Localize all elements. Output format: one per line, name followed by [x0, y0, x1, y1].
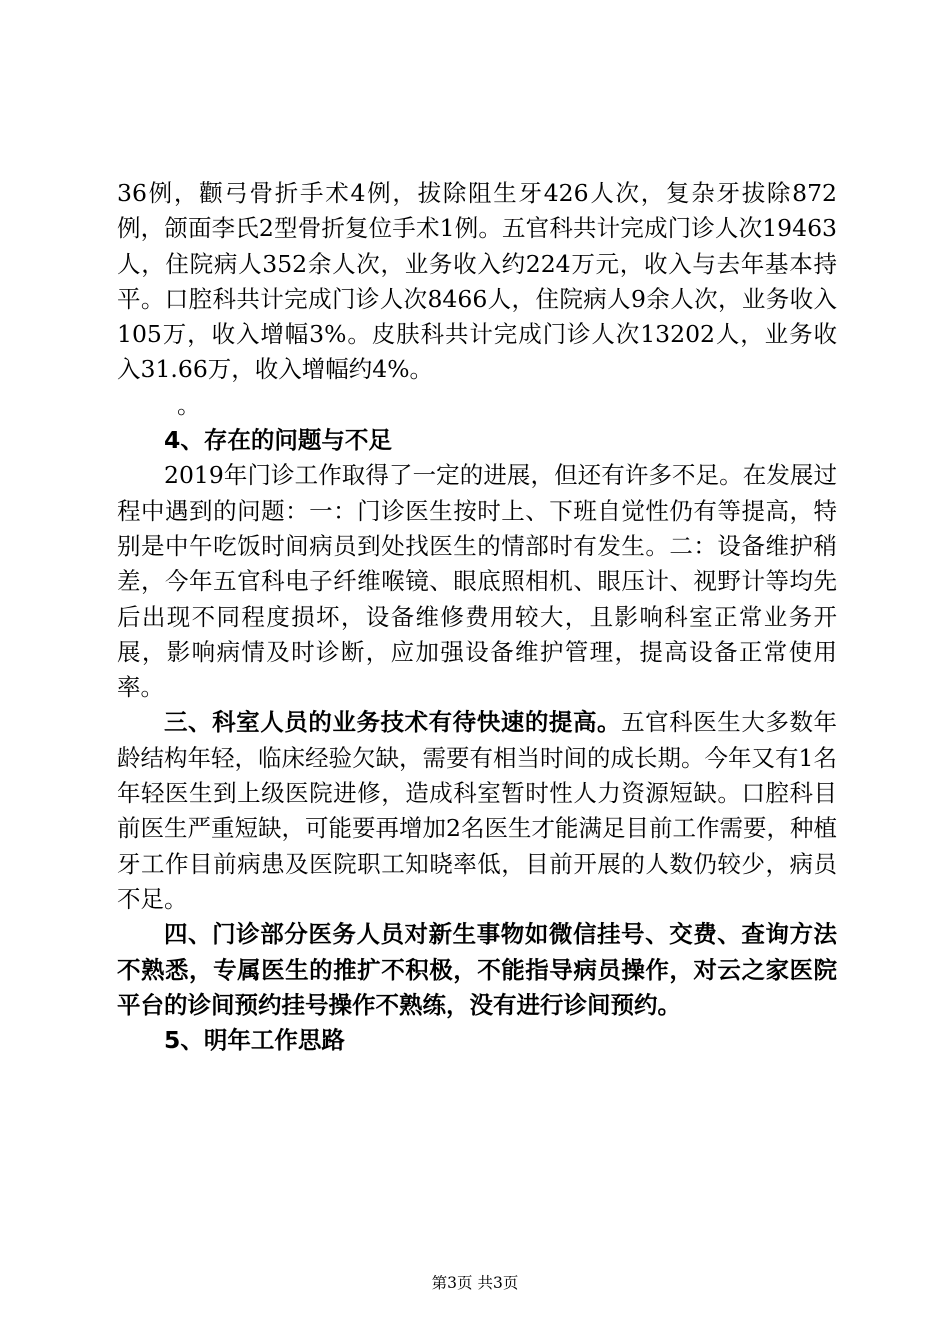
- paragraph-staff-skills-lead: 三、科室人员的业务技术有待快速的提高。: [164, 708, 622, 737]
- section-heading-problems: 4、存在的问题与不足: [164, 426, 392, 455]
- document-body: [117, 176, 837, 1058]
- stray-period: 。: [177, 390, 201, 419]
- paragraph-staff-skills: [117, 705, 837, 917]
- page-number-footer: 第3页 共3页: [431, 1274, 519, 1292]
- paragraph-problems: 2019年门诊工作取得了一定的进展，但还有许多不足。在发展过程中遇到的问题：一：门诊医生按时上、下班自觉性仍有等提高，特别是中午吃饭时间病员到处找医生的情部时有发生。二：设备维护稍差，今年五官科电子纤维喉镜、眼底照相机、眼压计、视野计等均先后出现不同程度损坏，设备维修费用较大，且影响科室正常业务开展，影响病情及时诊断，应加强设备维护管理，提高设备正常使用率。: [117, 461, 837, 702]
- paragraph-staff-skills-body: 五官科医生大多数年龄结构年轻，临床经验欠缺，需要有相当时间的成长期。今年又有1名年轻医生到上级医院进修，造成科室暂时性人力资源短缺。口腔科目前医生严重短缺，可能要再增加2名医生才能满足目前工作需要，种植牙工作目前病患及医院职工知晓率低，目前开展的人数仍较少，病员不足。: [117, 708, 838, 913]
- section-heading-next-year: 5、明年工作思路: [164, 1026, 345, 1055]
- paragraph-new-systems: 四、门诊部分医务人员对新生事物如微信挂号、交费、查询方法不熟悉，专属医生的推扩不积极，不能指导病员操作，对云之家医院平台的诊间预约挂号操作不熟练，没有进行诊间预约。: [117, 920, 837, 1019]
- paragraph-statistics: 36例，颧弓骨折手术4例，拔除阻生牙426人次，复杂牙拔除872例，颌面李氏2型骨折复位手术1例。五官科共计完成门诊人次19463人，住院病人352余人次，业务收入约224万元，收入与去年基本持平。口腔科共计完成门诊人次8466人，住院病人9余人次，业务收入105万，收入增幅3%。皮肤科共计完成门诊人次13202人，业务收入31.66万，收入增幅约4%。: [117, 179, 837, 384]
